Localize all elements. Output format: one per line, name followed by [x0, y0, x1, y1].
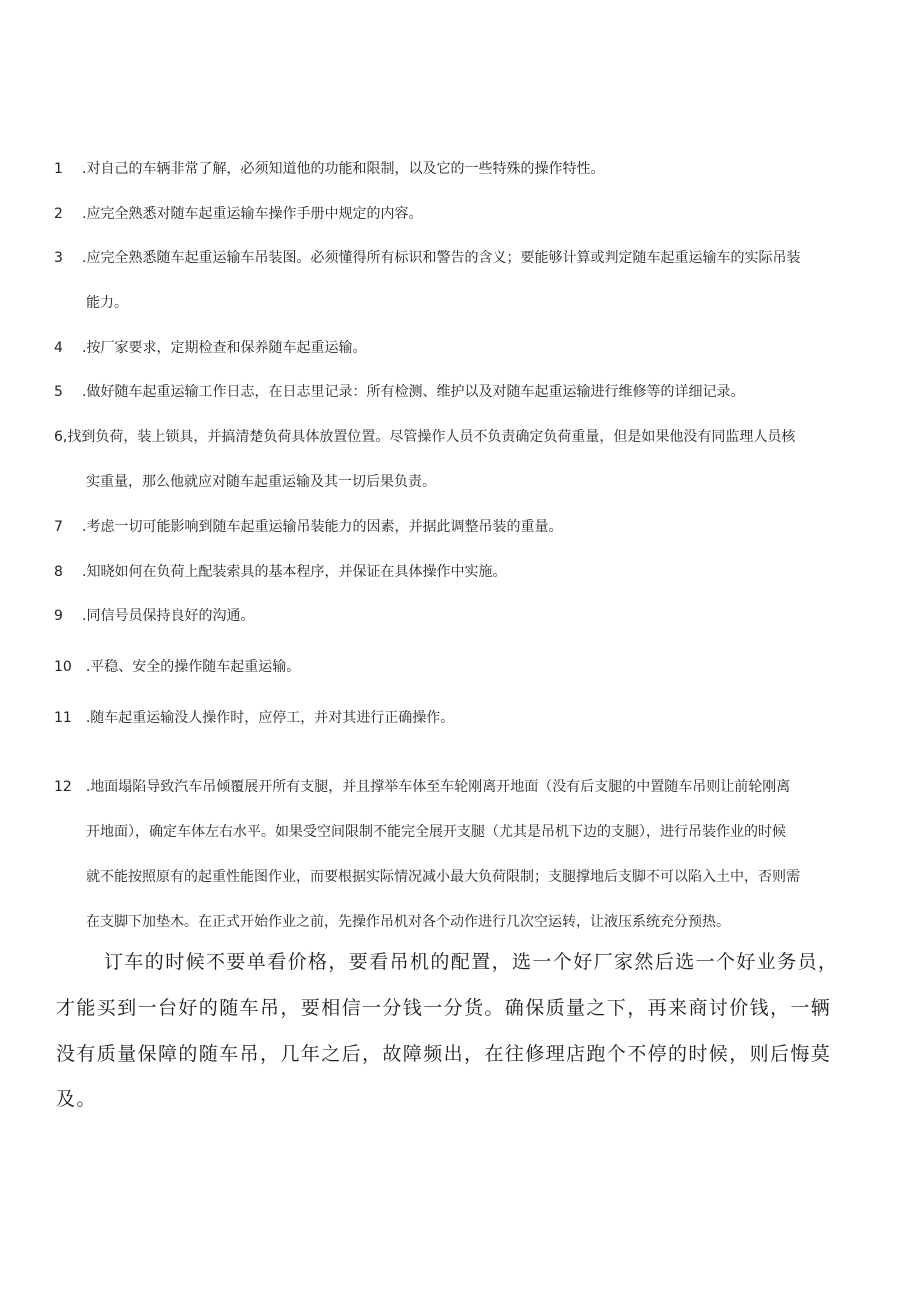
item-number: 2	[54, 206, 63, 222]
item-text: .同信号员保持良好的沟通。	[82, 608, 255, 624]
list-item-10	[54, 658, 884, 676]
list-item-2	[54, 205, 884, 223]
list-item-6-continuation: 实重量，那么他就应对随车起重运输及其一切后果负责。	[86, 474, 436, 490]
item-number: 10	[54, 659, 72, 675]
item-text: .知晓如何在负荷上配装索具的基本程序，并保证在具体操作中实施。	[82, 564, 507, 580]
item-text: .考虑一切可能影响到随车起重运输吊装能力的因素，并据此调整吊装的重量。	[82, 519, 563, 535]
item-number: 3	[54, 250, 63, 266]
item-text: .做好随车起重运输工作日志，在日志里记录：所有检测、维护以及对随车起重运输进行维修等的详细记录。	[82, 384, 745, 400]
item-text: .应完全熟悉对随车起重运输车操作手册中规定的内容。	[82, 206, 423, 222]
item-text: .平稳、安全的操作随车起重运输。	[85, 659, 301, 675]
list-item-3	[54, 249, 884, 267]
list-item-8	[54, 563, 884, 581]
list-item-11	[54, 709, 884, 727]
list-item-12-continuation-3: 在支脚下加垫木。在正式开始作业之前，先操作吊机对各个动作进行几次空运转，让液压系统充分预热。	[86, 914, 730, 930]
item-number: 5	[54, 384, 63, 400]
item-number: 6,	[54, 429, 68, 445]
closing-paragraph-line-1: 订车的时候不要单看价格，要看吊机的配置，选一个好厂家然后选一个好业务员，	[104, 951, 839, 973]
item-number: 1	[54, 161, 63, 177]
list-item-12-continuation-1: 开地面），确定车体左右水平。如果受空间限制不能完全展开支腿（尤其是吊机下边的支腿），进行吊装作业的时候	[86, 824, 786, 840]
item-text: .随车起重运输没人操作时，应停工，并对其进行正确操作。	[85, 710, 455, 726]
item-text: .地面塌陷导致汽车吊倾覆展开所有支腿，并且撑举车体至车轮刚离开地面（没有后支腿的中置随车吊则让前轮刚离	[85, 779, 791, 795]
item-number: 8	[54, 564, 63, 580]
item-text: .应完全熟悉随车起重运输车吊装图。必须懂得所有标识和警告的含义；要能够计算或判定随车起重运输车的实际吊装	[82, 250, 801, 266]
list-item-6	[54, 428, 884, 446]
list-item-7	[54, 518, 884, 536]
list-item-12	[54, 778, 884, 796]
item-number: 4	[54, 340, 63, 356]
closing-paragraph-line-4: 及。	[56, 1088, 97, 1110]
list-item-3-continuation: 能力。	[86, 295, 128, 311]
item-number: 9	[54, 608, 63, 624]
list-item-5	[54, 383, 884, 401]
list-item-1	[54, 160, 884, 178]
item-number: 12	[54, 779, 72, 795]
item-text: 找到负荷，装上锁具，并搞清楚负荷具体放置位置。尽管操作人员不负责确定负荷重量，但是如果他没有同监理人员核	[67, 429, 796, 445]
list-item-12-continuation-2: 就不能按照原有的起重性能图作业，而要根据实际情况减小最大负荷限制；支腿撑地后支脚不可以陷入土中，否则需	[86, 869, 800, 885]
item-text: .对自己的车辆非常了解，必须知道他的功能和限制，以及它的一些特殊的操作特性。	[82, 161, 605, 177]
item-number: 7	[54, 519, 63, 535]
closing-paragraph-line-2: 才能买到一台好的随车吊，要相信一分钱一分货。确保质量之下，再来商讨价钱，一辆	[56, 997, 832, 1019]
closing-paragraph-line-3: 没有质量保障的随车吊，几年之后，故障频出，在往修理店跑个不停的时候，则后悔莫	[56, 1043, 832, 1065]
item-number: 11	[54, 710, 72, 726]
list-item-4	[54, 339, 884, 357]
item-text: .按厂家要求，定期检查和保养随车起重运输。	[82, 340, 367, 356]
list-item-9	[54, 607, 884, 625]
